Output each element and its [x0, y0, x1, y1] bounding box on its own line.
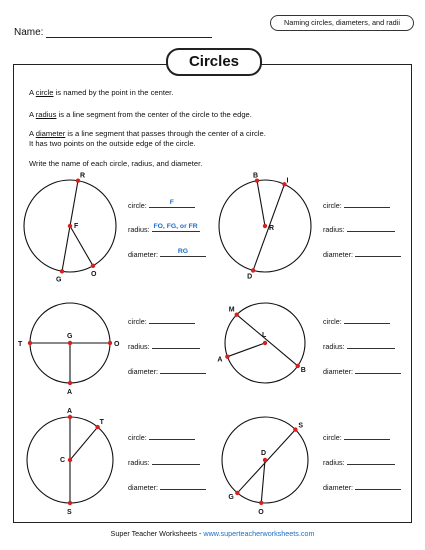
point-label: T [18, 341, 23, 348]
point-T [28, 341, 32, 345]
diameter-answer-blank[interactable] [355, 481, 401, 490]
problem-4-diameter-field [323, 365, 401, 376]
problem-5-radius-field [128, 456, 200, 467]
circle-label: circle: [323, 317, 342, 326]
point-D [263, 458, 267, 462]
point-O [91, 264, 95, 268]
problem-2-diameter-field [323, 248, 401, 259]
point-label: F [74, 223, 79, 230]
point-O [108, 341, 112, 345]
problem-4-circle-field [323, 315, 390, 326]
point-label: D [247, 273, 253, 281]
point-label: T [99, 419, 104, 427]
circle-label: circle: [128, 433, 147, 442]
name-label: Name: [14, 27, 44, 38]
point-G [60, 269, 64, 273]
footer: Super Teacher Worksheets - www.superteacherworksheets.com [110, 529, 315, 538]
radius-answer-blank[interactable] [152, 223, 200, 232]
point-label: S [67, 509, 72, 516]
problem-2-circle-field [323, 199, 390, 210]
point-label: A [67, 389, 73, 396]
diameter-answer-blank[interactable] [160, 365, 206, 374]
problem-2-radius-field [323, 223, 395, 234]
point-label: G [56, 276, 62, 284]
point-M [235, 313, 239, 317]
circle-answer-blank[interactable] [344, 431, 390, 440]
circle-answer-blank[interactable] [149, 431, 195, 440]
problem-1-radius-field [128, 223, 200, 234]
point-G [235, 491, 239, 495]
point-F [68, 224, 72, 228]
footer-url[interactable]: www.superteacherworksheets.com [203, 529, 315, 538]
circle-label: circle: [323, 433, 342, 442]
problem-5-circle-field [128, 431, 195, 442]
diameter-answer-blank[interactable] [160, 248, 206, 257]
footer-brand: Super Teacher Worksheets [110, 529, 197, 538]
point-label: O [258, 508, 264, 516]
diameter-label: diameter: [128, 250, 158, 259]
radius-label: radius: [323, 342, 345, 351]
point-label: R [79, 172, 86, 180]
point-label: G [228, 493, 234, 501]
point-S [293, 427, 297, 431]
circle-answer-blank[interactable] [344, 199, 390, 208]
topic-badge: Naming circles, diameters, and radii [270, 15, 414, 31]
problem-3-diameter-field [128, 365, 206, 376]
circle-label: circle: [128, 201, 147, 210]
diameter-answer-blank[interactable] [355, 365, 401, 374]
problem-4-radius-field [323, 340, 395, 351]
radius-label: radius: [323, 225, 345, 234]
segment-LA [227, 343, 265, 357]
radius-answer-blank[interactable] [347, 340, 395, 349]
instructions: Write the name of each circle, radius, and diameter. [29, 159, 203, 168]
circle-answer-blank[interactable] [149, 199, 195, 208]
radius-answer-blank[interactable] [347, 456, 395, 465]
problem-1-circle-field [128, 199, 195, 210]
point-S [68, 501, 72, 505]
diameter-answer-blank[interactable] [355, 248, 401, 257]
point-A [68, 381, 72, 385]
segment-FO [70, 226, 93, 266]
radius-answer-blank[interactable] [152, 340, 200, 349]
radius-answer: FO, FG, or FR [153, 223, 198, 230]
problem-3-radius-field [128, 340, 200, 351]
problem-1-diameter-field [128, 248, 206, 259]
segment-BR [257, 181, 265, 226]
problem-3-circle-field [128, 315, 195, 326]
point-label: G [67, 333, 73, 340]
diameter-label: diameter: [323, 367, 353, 376]
circle-answer: F [169, 199, 174, 206]
point-label: S [298, 422, 304, 430]
point-L [263, 341, 267, 345]
diameter-label: diameter: [323, 250, 353, 259]
point-label: A [217, 356, 223, 364]
point-R [263, 224, 267, 228]
page-title: Circles [166, 48, 262, 76]
point-label: M [228, 306, 235, 314]
point-A [68, 415, 72, 419]
circle-answer-blank[interactable] [149, 315, 195, 324]
circle-label: circle: [128, 317, 147, 326]
point-label: R [269, 225, 275, 232]
radius-label: radius: [128, 342, 150, 351]
radius-answer-blank[interactable] [152, 456, 200, 465]
diameter-answer-blank[interactable] [160, 481, 206, 490]
point-label: L [262, 332, 267, 339]
definition-circle: A circle is named by the point in the center. [29, 88, 174, 97]
point-label: D [261, 450, 267, 457]
problem-5-diameter-field [128, 481, 206, 492]
diameter-label: diameter: [323, 483, 353, 492]
problem-6-radius-field [323, 456, 395, 467]
point-label: I [286, 177, 289, 185]
point-label: B [253, 172, 259, 180]
point-label: B [300, 366, 306, 374]
definition-diameter: A diameter is a line segment that passes through the center of a circle. It has two points on the outside edge of the circle. [29, 129, 266, 148]
circle-label: circle: [323, 201, 342, 210]
radius-answer-blank[interactable] [347, 223, 395, 232]
point-label: O [114, 341, 120, 348]
definition-radius: A radius is a line segment from the center of the circle to the edge. [29, 110, 252, 119]
diameter-label: diameter: [128, 483, 158, 492]
point-D [251, 268, 255, 272]
point-label: C [60, 457, 66, 464]
point-B [296, 364, 300, 368]
point-label: O [91, 270, 97, 278]
point-label: A [67, 408, 73, 415]
point-A [225, 354, 229, 358]
segment-CT [70, 427, 98, 460]
point-O [259, 501, 263, 505]
problem-6-diameter-field [323, 481, 401, 492]
diameter-label: diameter: [128, 367, 158, 376]
point-G [68, 341, 72, 345]
radius-label: radius: [128, 225, 150, 234]
circle-answer-blank[interactable] [344, 315, 390, 324]
segment-MB [237, 315, 298, 366]
radius-label: radius: [323, 458, 345, 467]
point-C [68, 458, 72, 462]
radius-label: radius: [128, 458, 150, 467]
diameter-answer: RG [177, 248, 189, 255]
problem-6-circle-field [323, 431, 390, 442]
